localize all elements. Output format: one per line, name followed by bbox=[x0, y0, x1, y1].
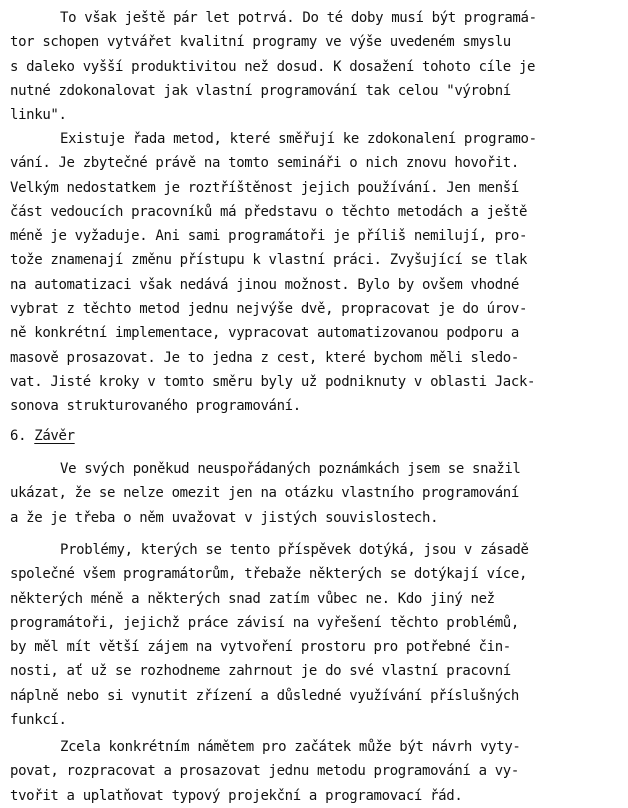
text-line: ukázat, že se nelze omezit jen na otázku vlastního programování bbox=[10, 485, 519, 502]
text-line: programátoři, jejichž práce závisí na vyřešení těchto problémů, bbox=[10, 614, 519, 631]
paragraph-4 bbox=[10, 538, 529, 732]
text-line: na automatizaci však nedává jinou možnost. Bylo by ovšem vhodné bbox=[10, 276, 519, 293]
text-line: Problémy, kterých se tento příspěvek dotýká, jsou v zásadě bbox=[60, 542, 529, 558]
paragraph-3 bbox=[10, 457, 521, 530]
text-line: masově prosazovat. Je to jedna z cest, které bychom měli sledo- bbox=[10, 349, 519, 366]
text-line: vybrat z těchto metod jednu nejvýše dvě, propracovat je do úrov- bbox=[10, 301, 528, 318]
text-line: část vedoucích pracovníků má představu o těchto metodách a ještě bbox=[10, 203, 528, 220]
section-heading bbox=[10, 424, 75, 448]
text-line: náplně nebo si vynutit zřízení a důsledné využívání příslušných bbox=[10, 687, 519, 704]
section-title: Závěr bbox=[34, 428, 75, 444]
text-line: tor schopen vytvářet kvalitní programy ve výše uvedeném smyslu bbox=[10, 34, 511, 51]
paragraph-2 bbox=[10, 127, 537, 419]
text-line: Velkým nedostatkem je roztříštěnost jejich používání. Jen menší bbox=[10, 179, 519, 196]
paragraph-5 bbox=[10, 735, 521, 808]
text-line: povat, rozpracovat a prosazovat jednu metodu programování a vy- bbox=[10, 763, 519, 780]
text-line: nutné zdokonalovat jak vlastní programování tak celou "výrobní bbox=[10, 82, 511, 99]
text-line: Existuje řada metod, které směřují ke zdokonalení programo- bbox=[60, 131, 537, 147]
text-line: by měl mít větší zájem na vytvoření prostoru pro potřebné čin- bbox=[10, 639, 511, 656]
text-line: nosti, ať už se rozhodneme zahrnout je do své vlastní pracovní bbox=[10, 663, 511, 680]
text-line: vat. Jisté kroky v tomto směru byly už podniknuty v oblasti Jack- bbox=[10, 373, 536, 390]
text-line: Zcela konkrétním námětem pro začátek může být návrh vyty- bbox=[60, 739, 521, 755]
text-line: linku". bbox=[10, 107, 67, 124]
paragraph-1 bbox=[10, 6, 537, 127]
text-line: ně konkrétní implementace, vypracovat automatizovanou podporu a bbox=[10, 325, 519, 342]
text-line: společné všem programátorům, třebaže některých se dotýkají více, bbox=[10, 566, 528, 583]
text-line: s daleko vyšší produktivitou než dosud. K dosažení tohoto cíle je bbox=[10, 58, 536, 75]
section-number: 6. bbox=[10, 428, 27, 444]
text-line: tože znamenají změnu přístupu k vlastní práci. Zvyšující se tlak bbox=[10, 252, 528, 269]
text-line: funkcí. bbox=[10, 712, 67, 729]
text-line: To však ještě pár let potrvá. Do té doby musí být programá- bbox=[60, 10, 537, 26]
text-line: sonova strukturovaného programování. bbox=[10, 398, 301, 415]
text-line: tvořit a uplatňovat typový projekční a programovací řád. bbox=[10, 787, 463, 804]
text-line: Ve svých poněkud neuspořádaných poznámkách jsem se snažil bbox=[60, 461, 521, 477]
text-line: vání. Je zbytečné právě na tomto semináři o nich znovu hovořit. bbox=[10, 155, 519, 172]
text-line: méně je vyžaduje. Ani sami programátoři je příliš nemilují, pro- bbox=[10, 228, 528, 245]
text-line: a že je třeba o něm uvažovat v jistých souvislostech. bbox=[10, 509, 439, 526]
text-line: některých méně a některých snad zatím vůbec ne. Kdo jiný než bbox=[10, 590, 495, 607]
